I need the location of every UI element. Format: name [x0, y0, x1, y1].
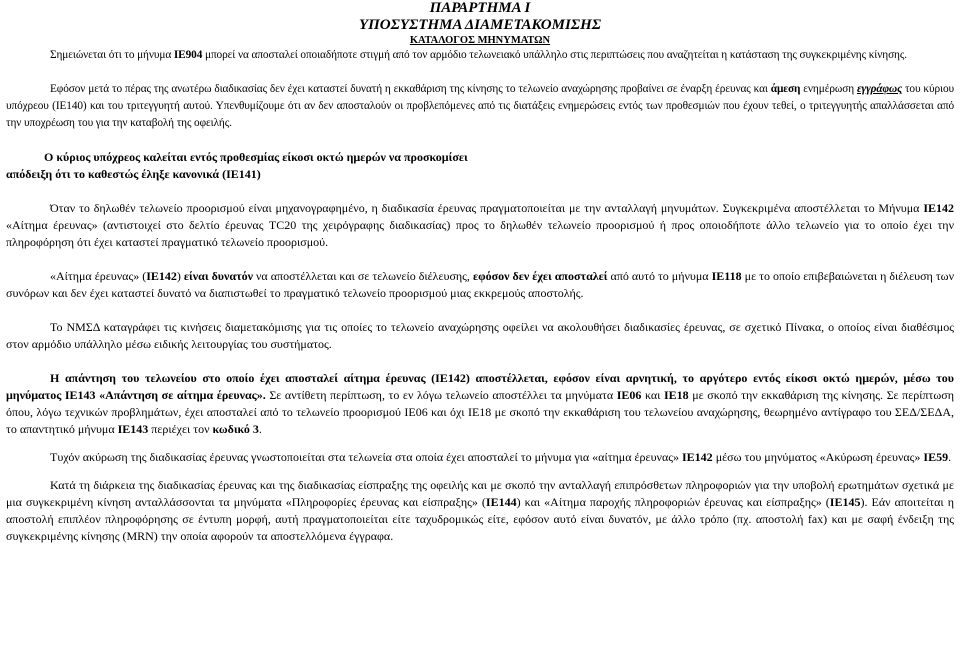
paragraph-inquiry-response: Η απάντηση του τελωνείου στο οποίο έχει αποσταλεί αίτημα έρευνας (ΙΕ142) αποστέλλεται, εφόσον είναι αρνητική, το αργότερο εντός είκοσι οκτώ ημερών, μέσω του μηνύματος ΙΕ143 «Απάντηση σε αίτημα έρευνας». Σε αντίθετη περίπτωση, το εν λόγω τελωνείο αποστέλλει τα μηνύματα ΙΕ06 και ΙΕ18 με σκοπό την εκκαθάριση της κίνησης. Σε περίπτωση όπου, λόγω τεχνικών προβλημάτων, έχει αποσταλεί από το τελωνείο προορισμού ΙΕ06 και όχι IE18 με σκοπό την εκκαθάριση του τελωνείου αναχώρησης, θεωρημένο αντίγραφο του ΣΕΔ/ΣΕΔΑ, το απαντητικό μήνυμα ΙΕ143 περιέχει τον κωδικό 3. [6, 371, 954, 436]
doc-title-subsystem: ΥΠΟΣΥΣΤΗΜΑ ΔΙΑΜΕΤΑΚΟΜΙΣΗΣ [358, 17, 602, 33]
paragraph-ie904-note: Σημειώνεται ότι το μήνυμα ΙΕ904 μπορεί να αποσταλεί οποιαδήποτε στιγμή από τον αρμόδιο τελωνειακό υπάλληλο στις περιπτώσεις που αναζητείται η κατάσταση της συγκεκριμένης κίνησης. [50, 49, 907, 61]
paragraph-transit-office-inquiry: «Αίτημα έρευνας» (ΙΕ142) είναι δυνατόν να αποστέλλεται και σε τελωνείο διέλευσης, εφόσον δεν έχει αποσταλεί από αυτό το μήνυμα ΙΕ118 με το οποίο επιβεβαιώνεται η διέλευση των συνόρων και δεν έχει καταστεί δυνατό να διαπιστωθεί το πραγματικό τελωνείο προορισμού μιας εκκρεμούς αποστολής. [6, 269, 954, 300]
doc-title-catalog: ΚΑΤΑΛΟΓΟΣ ΜΗΝΥΜΑΤΩΝ [409, 35, 551, 46]
paragraph-investigation-start: Εφόσον μετά το πέρας της ανωτέρω διαδικασίας δεν έχει καταστεί δυνατή η εκκαθάριση της κίνησης το τελωνείο αναχώρησης προβαίνει σε έναρξη έρευνας και άμεση ενημέρωση εγγράφως του κύριου υπόχρεου (ΙΕ140) και του τριτεγγυητή αυτού. Υπενθυμίζουμε ότι αν δεν αποσταλούν οι προβλεπόμενες από τις διατάξεις ενημερώσεις εντός των προθεσμιών που έχουν τεθεί, ο τριτεγγυητής απαλλάσσεται από την υποχρέωση του για την καταβολή της οφειλής. [6, 83, 954, 129]
doc-title-annex: ΠΑΡΑΡΤΗΜΑ Ι [429, 0, 531, 16]
paragraph-principal-deadline: Ο κύριος υπόχρεος καλείται εντός προθεσμίας είκοσι οκτώ ημερών να προσκομίσει απόδειξη ότι το καθεστώς έληξε κανονικά (ΙΕ141) [6, 150, 468, 181]
paragraph-nmsd-table: Το ΝΜΣΔ καταγράφει τις κινήσεις διαμετακόμισης για τις οποίες το τελωνείο αναχώρησης οφείλει να ακολουθήσει διαδικασίες έρευνας, σε σχετικό Πίνακα, ο οποίος είναι διαθέσιμος στον αρμόδιο υπάλληλο μέσω ειδικής λειτουργίας του συστήματος. [6, 320, 954, 351]
paragraph-additional-info-exchange: Κατά τη διάρκεια της διαδικασίας έρευνας και της διαδικασίας είσπραξης της οφειλής και με σκοπό την ανταλλαγή επιπρόσθετων πληροφοριών για την υποβολή ερωτημάτων σχετικά με μια συγκεκριμένη κίνηση ανταλλάσσονται τα μηνύματα «Πληροφορίες έρευνας και είσπραξης» (ΙΕ144) και «Αίτημα παροχής πληροφοριών έρευνας και είσπραξης» (ΙΕ145). Εάν αποιτείται η αποστολή επιπλέον πληροφόρησης σε έντυπη μορφή, αυτή πραγματοποιείται είτε ταχυδρομικώς είτε, εφόσον αυτό είναι δυνατόν, με άλλο τρόπο (πχ. αποστολή fax) και με σαφή ένδειξη της συγκεκριμένης κίνησης (MRN) την οποία αφορούν τα αποστελλόμενα έγγραφα. [6, 478, 954, 543]
paragraph-electronic-inquiry: Όταν το δηλωθέν τελωνείο προορισμού είναι μηχανογραφημένο, η διαδικασία έρευνας πραγματοποιείται με την ανταλλαγή μηνυμάτων. Συγκεκριμένα αποστέλλεται το Μήνυμα ΙΕ142 «Αίτημα έρευνας» (αντιστοιχεί στο δελτίο έρευνας TC20 της χειρόγραφης διαδικασίας) προς το δηλωθέν τελωνείο προορισμού ή προς οποιοδήποτε άλλο τελωνείο για το οποίο έχει την πληροφόρηση ότι έχει καταστεί πραγματικό τελωνείο προορισμού. [6, 201, 954, 249]
paragraph-inquiry-cancellation: Τυχόν ακύρωση της διαδικασίας έρευνας γνωστοποιείται στα τελωνεία στα οποία έχει αποσταλεί το μήνυμα για «αίτημα έρευνας» ΙΕ142 μέσω του μηνύματος «Ακύρωση έρευνας» ΙΕ59. [50, 450, 952, 464]
